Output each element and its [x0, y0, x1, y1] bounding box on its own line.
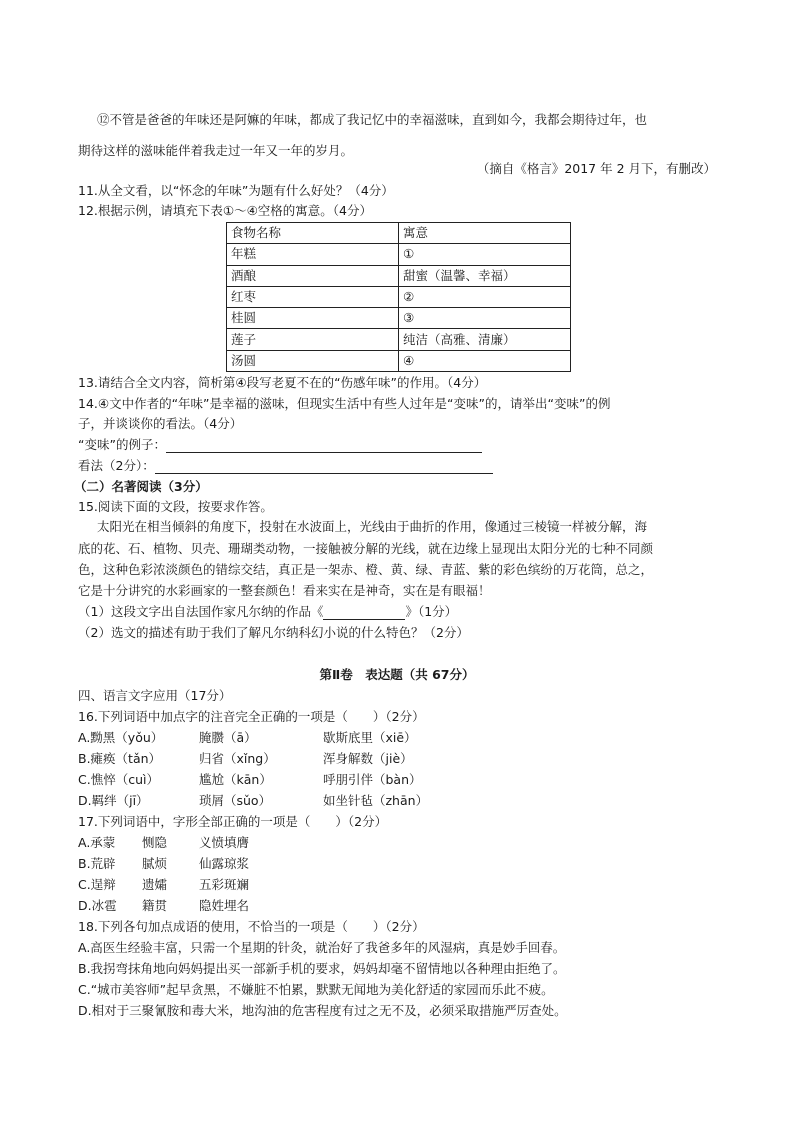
q15-passage-line1: 太阳光在相当倾斜的角度下，投射在水波面上，光线由于曲折的作用，像通过三棱镜一样被分解，海 [97, 519, 648, 534]
opinion-answer-blank[interactable] [155, 459, 493, 474]
q15-passage-line3: 色，这种色彩浓淡颜色的错综交结，真正是一架赤、橙、黄、绿、青蓝、紫的彩色缤纷的万花筒，总之， [78, 562, 654, 577]
q17-option-d-2: 籍贯 [142, 898, 168, 913]
part-2-title: 第Ⅱ卷 表达题（共 67分） [319, 667, 475, 682]
q16-option-d-3: 如坐针毡（zhān） [323, 793, 429, 808]
q17-option-d-1: D.冰雹 [78, 898, 117, 913]
example-label: “变味”的例子： [78, 437, 166, 452]
question-15-title: 15.阅读下面的文段，按要求作答。 [78, 499, 273, 514]
question-14-line1: 14.④文中作者的“年味”是幸福的滋味，但现实生活中有些人过年是“变味”的，请举出“变味”的例 [78, 396, 611, 411]
q15-sub1-prefix: （1）这段文字出自法国作家凡尔纳的作品《 [78, 604, 324, 619]
table-row [227, 244, 571, 265]
passage-p12-line1: ⑫不管是爸爸的年味还是阿嫲的年味，都成了我记忆中的幸福滋味，直到如今，我都会期待过年，也 [97, 112, 648, 127]
table-row [227, 308, 571, 329]
table-cell-meaning: ① [399, 244, 571, 265]
table-header-row [227, 223, 571, 244]
q17-option-a-1: A.承蒙 [78, 835, 116, 850]
q16-option-d-2: 琐屑（sǔo） [199, 793, 272, 808]
q16-option-a-1: A.黝黑（yǒu） [78, 730, 164, 745]
q16-option-b-2: 归省（xǐng） [199, 751, 276, 766]
table-row [227, 265, 571, 286]
food-meaning-table [226, 222, 571, 372]
question-17-stem: 17.下列词语中，字形全部正确的一项是（ ）（2分） [78, 814, 388, 829]
q16-option-c-1: C.憔悴（cuì） [78, 772, 159, 787]
passage-p12-line2: 期待这样的滋味能伴着我走过一年又一年的岁月。 [78, 143, 354, 158]
q15-passage-line2: 底的花、石、植物、贝壳、珊瑚类动物，一接触被分解的光线，就在边缘上显现出太阳分光的七种不同颜 [78, 541, 654, 556]
q17-option-c-3: 五彩斑斓 [199, 877, 250, 892]
example-answer-blank[interactable] [166, 438, 482, 453]
q18-option-d: D.相对于三聚氰胺和毒大米，地沟油的危害程度有过之无不及，必须采取措施严厉查处。 [78, 1003, 567, 1018]
table-cell-food: 汤圆 [227, 350, 399, 371]
q15-sub2: （2）选文的描述有助于我们了解凡尔纳科幻小说的什么特色？（2分） [78, 625, 469, 640]
table-cell-meaning: 纯洁（高雅、清廉） [399, 329, 571, 350]
question-12: 12.根据示例，请填充下表①～④空格的寓意。（4分） [78, 203, 372, 218]
q17-option-b-3: 仙露琼浆 [199, 856, 250, 871]
table-cell-food: 酒酿 [227, 265, 399, 286]
table-header-cell: 食物名称 [227, 223, 399, 244]
table-cell-meaning: ③ [399, 308, 571, 329]
q16-option-c-2: 尴尬（kān） [199, 772, 272, 787]
question-11: 11.从全文看，以“怀念的年味”为题有什么好处？（4分） [78, 183, 394, 198]
q17-option-c-1: C.逞辩 [78, 877, 116, 892]
q18-option-b: B.我拐弯抹角地向妈妈提出买一部新手机的要求，妈妈却毫不留情地以各种理由拒绝了。 [78, 961, 566, 976]
question-14-line2: 子，并谈谈你的看法。（4分） [78, 416, 243, 431]
passage-source: （摘自《格言》2017 年 2 月下，有删改） [476, 161, 716, 176]
q15-sub1-row [78, 604, 457, 620]
section-4-heading: 四、语言文字应用（17分） [78, 688, 232, 703]
question-13: 13.请结合全文内容，简析第④段写老夏不在的“伤感年味”的作用。（4分） [78, 375, 487, 390]
section-2-heading: （二）名著阅读（3分） [74, 479, 208, 494]
book-title-blank[interactable] [323, 605, 405, 620]
q15-passage-line4: 它是十分讲究的水彩画家的一整套颜色！看来实在是神奇，实在是有眼福！ [78, 583, 491, 598]
q18-option-c: C.“城市美容师”起早贪黑，不嫌脏不怕累，默默无闻地为美化舒适的家园而乐此不疲。 [78, 982, 554, 997]
q17-option-c-2: 遗孀 [142, 877, 168, 892]
table-cell-food: 莲子 [227, 329, 399, 350]
q16-option-a-2: 腌臜（ā） [199, 730, 257, 745]
table-cell-food: 红枣 [227, 286, 399, 307]
q18-option-a: A.高医生经验丰富，只需一个星期的针灸，就治好了我爸多年的风湿病，真是妙手回春。 [78, 940, 566, 955]
q17-option-a-3: 义愤填膺 [199, 835, 250, 850]
q17-option-d-3: 隐姓埋名 [199, 898, 250, 913]
q16-option-c-3: 呼朋引伴（bàn） [323, 772, 422, 787]
q17-option-a-2: 恻隐 [142, 835, 168, 850]
table-row [227, 286, 571, 307]
q17-option-b-2: 腻烦 [142, 856, 168, 871]
table-row [227, 329, 571, 350]
question-18-stem: 18.下列各句加点成语的使用，不恰当的一项是（ ）（2分） [78, 919, 425, 934]
table-header-cell: 寓意 [399, 223, 571, 244]
table-cell-meaning: 甜蜜（温馨、幸福） [399, 265, 571, 286]
example-answer-row [78, 437, 482, 453]
opinion-answer-row [78, 458, 493, 474]
q16-option-d-1: D.羁绊（jī） [78, 793, 149, 808]
table-cell-food: 年糕 [227, 244, 399, 265]
table-cell-food: 桂圆 [227, 308, 399, 329]
q16-option-a-3: 歇斯底里（xiē） [323, 730, 417, 745]
table-cell-meaning: ④ [399, 350, 571, 371]
table-row [227, 350, 571, 371]
q16-option-b-1: B.瘫痪（tǎn） [78, 751, 162, 766]
table-cell-meaning: ② [399, 286, 571, 307]
opinion-label: 看法（2分）： [78, 458, 155, 473]
q17-option-b-1: B.荒辟 [78, 856, 116, 871]
q16-option-b-3: 浑身解数（jiè） [323, 751, 413, 766]
question-16-stem: 16.下列词语中加点字的注音完全正确的一项是（ ）（2分） [78, 709, 425, 724]
q15-sub1-suffix: 》（1分） [405, 604, 458, 619]
